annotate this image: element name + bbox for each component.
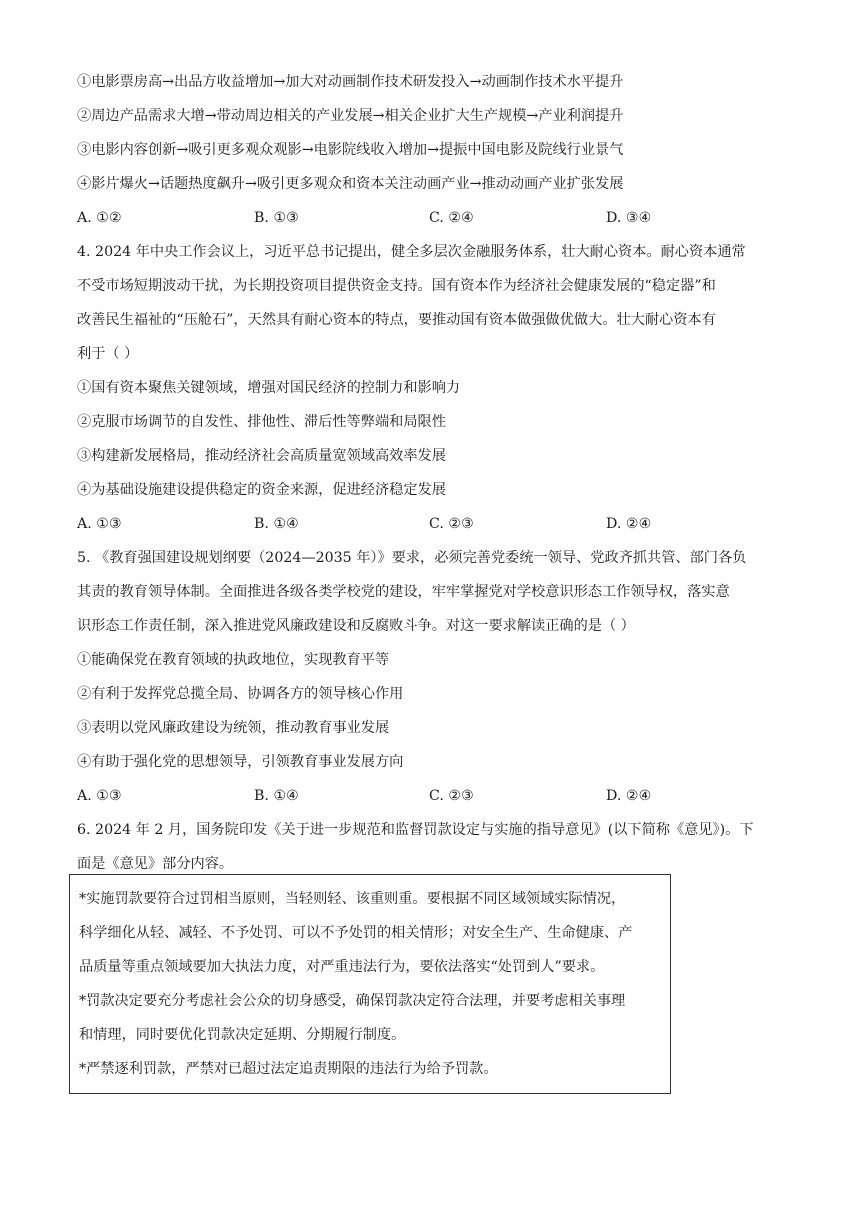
q5-item-2: ②有利于发挥党总揽全局、协调各方的领导核心作用 bbox=[77, 686, 404, 702]
q5-item-1: ①能确保党在教育领域的执政地位，实现教育平等 bbox=[77, 652, 390, 668]
q4-stem-line-3: 改善民生福祉的“压舱石”，天然具有耐心资本的特点，要推动国有资本做强做优做大。壮大耐心资本有 bbox=[77, 312, 716, 328]
q4-item-1: ①国有资本聚焦关键领域，增强对国民经济的控制力和影响力 bbox=[77, 380, 461, 396]
q5-item-3: ③表明以党风廉政建设为统领，推动教育事业发展 bbox=[77, 720, 390, 736]
q6-stem-line-2: 面是《意见》部分内容。 bbox=[77, 856, 234, 872]
q4-stem-line-4: 利于（ ） bbox=[77, 346, 139, 362]
q4-item-4: ④为基础设施建设提供稳定的资金来源，促进经济稳定发展 bbox=[77, 482, 446, 498]
q4-option-c: C. ②③ bbox=[429, 516, 474, 532]
q4-option-d: D. ②④ bbox=[606, 516, 652, 532]
q3-option-b: B. ①③ bbox=[254, 210, 299, 226]
q5-option-b: B. ①④ bbox=[254, 788, 299, 804]
q6-box-line-5: 和情理，同时要优化罚款决定延期、分期履行制度。 bbox=[79, 1027, 406, 1043]
q4-item-2: ②克服市场调节的自发性、排他性、滞后性等弊端和局限性 bbox=[77, 414, 446, 430]
q5-stem-line-2: 其责的教育领导体制。全面推进各级各类学校党的建设，牢牢掌握党对学校意识形态工作领导权，落实意 bbox=[77, 584, 730, 600]
q6-box-line-6: *严禁逐利罚款，严禁对已超过法定追责期限的违法行为给予罚款。 bbox=[79, 1061, 498, 1077]
q5-item-4: ④有助于强化党的思想领导，引领教育事业发展方向 bbox=[77, 754, 404, 770]
q5-option-c: C. ②③ bbox=[429, 788, 474, 804]
q4-option-a: A. ①③ bbox=[77, 516, 122, 532]
q5-option-d: D. ②④ bbox=[606, 788, 652, 804]
q6-excerpt-box bbox=[69, 874, 671, 1094]
q6-box-line-2: 科学细化从轻、减轻、不予处罚、可以不予处罚的相关情形；对安全生产、生命健康、产 bbox=[79, 925, 633, 941]
q3-item-4: ④影片爆火→话题热度飙升→吸引更多观众和资本关注动画产业→推动动画产业扩张发展 bbox=[77, 176, 624, 192]
q4-stem-line-2: 不受市场短期波动干扰，为长期投资项目提供资金支持。国有资本作为经济社会健康发展的“稳定器”和 bbox=[77, 278, 716, 294]
q5-stem-line-3: 识形态工作责任制，深入推进党风廉政建设和反腐败斗争。对这一要求解读正确的是（ ） bbox=[77, 618, 635, 634]
q5-stem-line-1: 5. 《教育强国建设规划纲要（2024—2035 年）》要求，必须完善党委统一领导、党政齐抓共管、部门各负 bbox=[77, 550, 747, 566]
q5-options bbox=[77, 786, 797, 806]
q5-option-a: A. ①③ bbox=[77, 788, 122, 804]
q3-item-1: ①电影票房高→出品方收益增加→加大对动画制作技术研发投入→动画制作技术水平提升 bbox=[77, 74, 624, 90]
q3-item-3: ③电影内容创新→吸引更多观众观影→电影院线收入增加→提振中国电影及院线行业景气 bbox=[77, 142, 624, 158]
q3-option-c: C. ②④ bbox=[429, 210, 474, 226]
q6-box-line-1: *实施罚款要符合过罚相当原则，当轻则轻、该重则重。要根据不同区域领域实际情况， bbox=[79, 891, 626, 907]
q6-box-line-3: 品质量等重点领域要加大执法力度，对严重违法行为，要依法落实“处罚到人”要求。 bbox=[79, 959, 605, 975]
q3-option-d: D. ③④ bbox=[606, 210, 652, 226]
q4-options bbox=[77, 514, 797, 534]
q6-stem-line-1: 6. 2024 年 2 月，国务院印发《关于进一步规范和监督罚款设定与实施的指导意见》(以下简称《意见》)。下 bbox=[77, 822, 754, 838]
q4-stem-line-1: 4. 2024 年中央工作会议上，习近平总书记提出，健全多层次金融服务体系，壮大耐心资本。耐心资本通常 bbox=[77, 244, 746, 260]
q6-box-line-4: *罚款决定要充分考虑社会公众的切身感受，确保罚款决定符合法理，并要考虑相关事理 bbox=[79, 993, 626, 1009]
q3-option-a: A. ①② bbox=[77, 210, 122, 226]
q3-options bbox=[77, 208, 797, 228]
q4-option-b: B. ①④ bbox=[254, 516, 299, 532]
q3-item-2: ②周边产品需求大增→带动周边相关的产业发展→相关企业扩大生产规模→产业利润提升 bbox=[77, 108, 624, 124]
q4-item-3: ③构建新发展格局，推动经济社会高质量宽领域高效率发展 bbox=[77, 448, 446, 464]
